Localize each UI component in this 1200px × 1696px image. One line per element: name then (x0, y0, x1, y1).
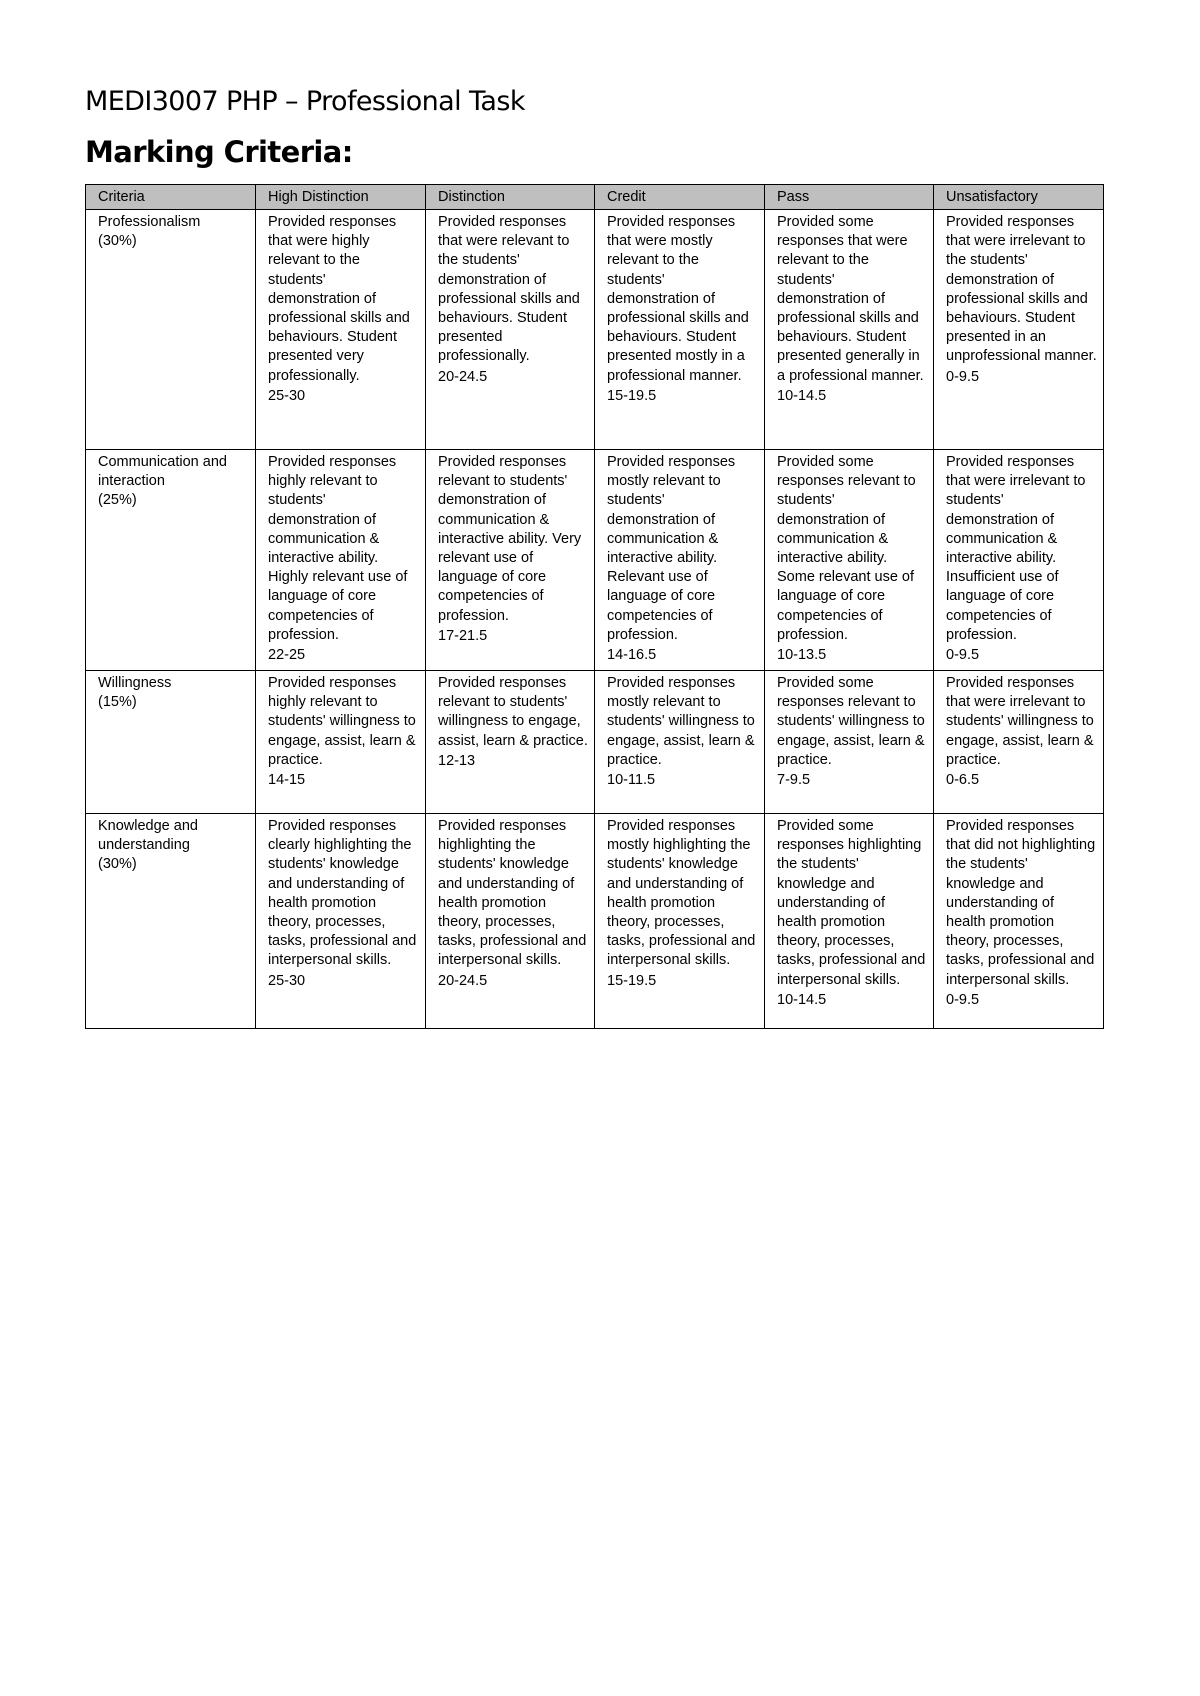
page-title: MEDI3007 PHP – Professional Task (85, 86, 525, 117)
cell-mark-range: 20-24.5 (438, 368, 488, 385)
rubric-cell (426, 814, 595, 1029)
cell-description: Provided responses clearly highlighting the students' knowledge and understanding of health promotion theory, processes, tasks, professional and interpersonal skills. (268, 818, 417, 969)
cell-mark-range: 0-9.5 (946, 647, 980, 664)
cell-description: Provided responses highlighting the students' knowledge and understanding of health promotion theory, processes, tasks, professional and interpersonal skills. (438, 818, 587, 969)
cell-description: Provided some responses relevant to students' demonstration of communication & interactive ability. Some relevant use of language of core competencies of profession. (777, 454, 916, 643)
cell-description: Provided responses that were irrelevant to students' demonstration of communication & interactive ability. Insufficient use of language of core competencies of profession. (946, 454, 1086, 643)
criterion-label: Professionalism (30%) (98, 214, 201, 250)
header-unsatisfactory: Unsatisfactory (934, 185, 1104, 210)
cell-mark-range: 12-13 (438, 752, 476, 769)
criterion-cell (86, 671, 256, 814)
cell-mark-range: 10-13.5 (777, 647, 827, 664)
rubric-cell (934, 671, 1104, 814)
cell-mark-range: 25-30 (268, 972, 306, 989)
rubric-cell (595, 450, 765, 671)
cell-description: Provided responses mostly highlighting the students' knowledge and understanding of health promotion theory, processes, tasks, professional and interpersonal skills. (607, 818, 756, 969)
cell-description: Provided responses relevant to students' willingness to engage, assist, learn & practice. (438, 675, 588, 749)
criterion-label: Willingness (15%) (98, 675, 172, 711)
cell-description: Provided some responses that were relevant to the students' demonstration of professional skills and behaviours. Student presented generally in a professional manner. (777, 214, 924, 384)
cell-description: Provided responses that were irrelevant to the students' demonstration of professional skills and behaviours. Student presented in an unprofessional manner. (946, 214, 1097, 365)
header-pass: Pass (765, 185, 934, 210)
table-row (86, 814, 1104, 1029)
rubric-cell (934, 450, 1104, 671)
cell-description: Provided some responses highlighting the students' knowledge and understanding of health promotion theory, processes, tasks, professional and interpersonal skills. (777, 818, 926, 988)
cell-description: Provided some responses relevant to students' willingness to engage, assist, learn & practice. (777, 675, 925, 768)
cell-description: Provided responses highly relevant to students' demonstration of communication & interactive ability. Highly relevant use of language of core competencies of profession. (268, 454, 408, 643)
cell-mark-range: 14-16.5 (607, 647, 657, 664)
rubric-cell (426, 210, 595, 450)
criterion-cell (86, 450, 256, 671)
page-subtitle: Marking Criteria: (85, 135, 353, 169)
marking-criteria-table (85, 184, 1104, 1029)
criterion-label: Communication and interaction (25%) (98, 454, 227, 509)
rubric-cell (765, 450, 934, 671)
table-row (86, 671, 1104, 814)
cell-description: Provided responses highly relevant to students' willingness to engage, assist, learn & practice. (268, 675, 416, 768)
document-page (85, 82, 1105, 1008)
cell-mark-range: 15-19.5 (607, 387, 657, 404)
rubric-cell (426, 450, 595, 671)
header-criteria: Criteria (86, 185, 256, 210)
table-row (86, 210, 1104, 450)
header-credit: Credit (595, 185, 765, 210)
cell-mark-range: 10-14.5 (777, 387, 827, 404)
cell-mark-range: 25-30 (268, 387, 306, 404)
header-distinction: Distinction (426, 185, 595, 210)
rubric-cell (426, 671, 595, 814)
table-header-row (86, 185, 1104, 210)
table-row (86, 450, 1104, 671)
rubric-cell (256, 671, 426, 814)
cell-mark-range: 17-21.5 (438, 627, 488, 644)
cell-description: Provided responses relevant to students' demonstration of communication & interactive ability. Very relevant use of language of core competencies of profession. (438, 454, 582, 624)
cell-description: Provided responses that were irrelevant to students' willingness to engage, assist, learn & practice. (946, 675, 1094, 768)
header-high-distinction: High Distinction (256, 185, 426, 210)
criterion-label: Knowledge and understanding (30%) (98, 818, 198, 873)
rubric-cell (595, 671, 765, 814)
cell-mark-range: 7-9.5 (777, 772, 811, 789)
rubric-cell (765, 210, 934, 450)
cell-mark-range: 14-15 (268, 772, 306, 789)
rubric-cell (595, 210, 765, 450)
criterion-cell (86, 814, 256, 1029)
cell-description: Provided responses mostly relevant to students' willingness to engage, assist, learn & practice. (607, 675, 755, 768)
cell-mark-range: 0-9.5 (946, 991, 980, 1008)
cell-mark-range: 10-11.5 (607, 772, 656, 789)
cell-description: Provided responses that were mostly relevant to the students' demonstration of professional skills and behaviours. Student presented mostly in a professional manner. (607, 214, 749, 384)
cell-mark-range: 0-6.5 (946, 772, 980, 789)
cell-mark-range: 22-25 (268, 647, 306, 664)
rubric-cell (256, 210, 426, 450)
cell-description: Provided responses that were highly relevant to the students' demonstration of professional skills and behaviours. Student presented very professionally. (268, 214, 410, 384)
cell-mark-range: 10-14.5 (777, 991, 827, 1008)
rubric-cell (256, 814, 426, 1029)
rubric-cell (934, 210, 1104, 450)
cell-mark-range: 15-19.5 (607, 972, 657, 989)
rubric-cell (765, 671, 934, 814)
cell-description: Provided responses that were relevant to the students' demonstration of professional skills and behaviours. Student presented professionally. (438, 214, 580, 365)
rubric-cell (595, 814, 765, 1029)
cell-description: Provided responses that did not highlighting the students' knowledge and understanding of health promotion theory, processes, tasks, professional and interpersonal skills. (946, 818, 1096, 988)
rubric-cell (765, 814, 934, 1029)
cell-mark-range: 20-24.5 (438, 972, 488, 989)
rubric-cell (934, 814, 1104, 1029)
criterion-cell (86, 210, 256, 450)
cell-mark-range: 0-9.5 (946, 368, 980, 385)
cell-description: Provided responses mostly relevant to students' demonstration of communication & interactive ability. Relevant use of language of core competencies of profession. (607, 454, 736, 643)
rubric-cell (256, 450, 426, 671)
